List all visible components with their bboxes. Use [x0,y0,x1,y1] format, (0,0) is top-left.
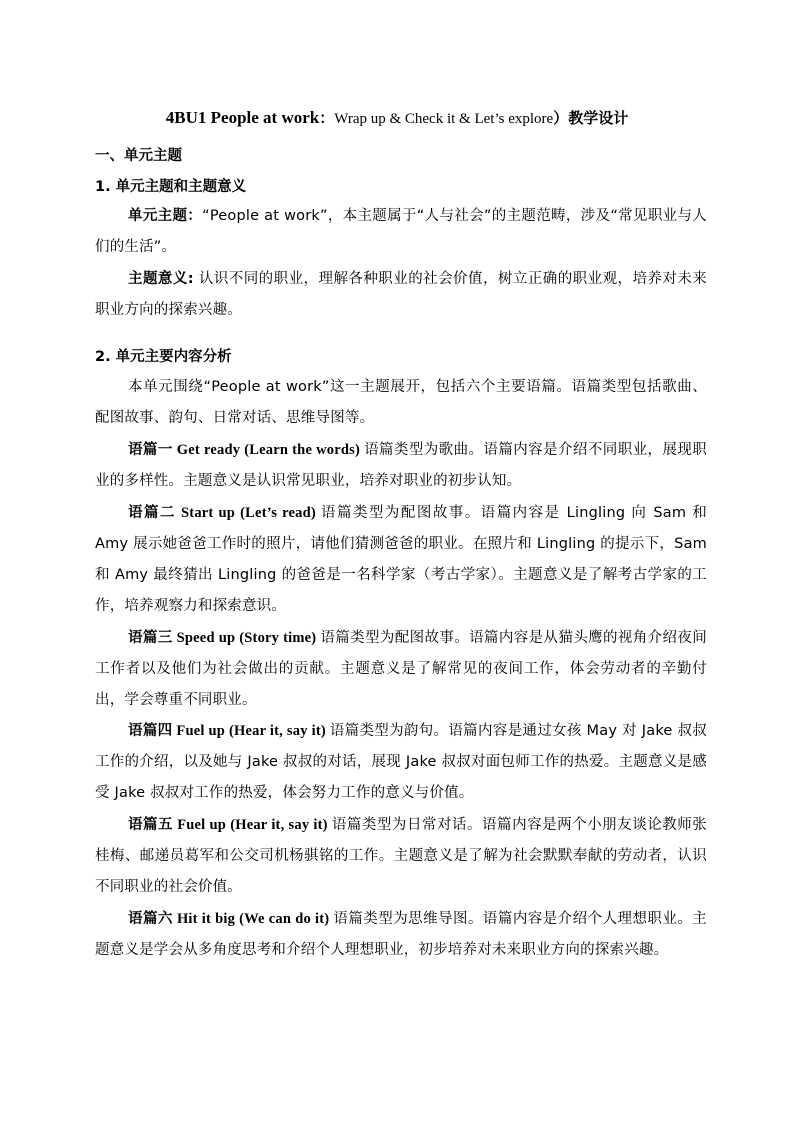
passage-title-en: Get ready (Learn the words) [172,442,365,458]
intro-paragraph: 本单元围绕“People at work”这一主题展开，包括六个主要语篇。语篇类型包括歌曲、配图故事、韵句、日常对话、思维导图等。 [95,379,707,426]
theme-text: “People at work”，本主题属于“人与社会”的主题范畴，涉及“常见职业与人们的生活”。 [95,208,708,255]
subsection-heading-content: 2. 单元主要内容分析 [95,349,232,365]
passage-paragraph-2 [95,498,707,622]
title-close: ） [553,109,569,127]
passage-label: 语篇二 [128,505,176,521]
meaning-paragraph [95,264,707,326]
meaning-label: 主题意义: [128,271,194,287]
passage-title-en: Start up (Let’s read) [175,505,321,521]
theme-paragraph [95,201,707,263]
passage-text: 语篇类型为韵句。语篇内容是通过女孩 May 对 Jake 叔叔工作的介绍，以及她与 Jake 叔叔的对话，展现 Jake 叔叔对面包师工作的热爱。主题意义是感受 Jake 叔叔对工作的热爱，体会努力工作的意义与价值。 [95,723,707,801]
passage-paragraph-3 [95,623,707,716]
section-heading: 一、单元主题 [95,148,182,164]
passage-paragraph-6 [95,904,707,966]
passage-title-en: Speed up (Story time) [172,630,321,646]
passage-text: 语篇类型为思维导图。语篇内容是介绍个人理想职业。主题意义是学会从多角度思考和介绍个人理想职业，初步培养对未来职业方向的探索兴趣。 [95,911,708,958]
passage-label: 语篇六 [128,911,173,927]
passage-label: 语篇五 [128,817,174,833]
passage-text: 语篇类型为配图故事。语篇内容是从猫头鹰的视角介绍夜间工作者以及他们为社会做出的贡献。主题意义是了解常见的夜间工作，体会劳动者的辛勤付出，学会尊重不同职业。 [95,630,707,708]
title-code: 4BU1 People at work [165,108,320,127]
theme-label: 单元主题： [128,208,203,224]
passage-text: 语篇类型为歌曲。语篇内容是介绍不同职业，展现职业的多样性。主题意义是认识常见职业，培养对职业的初步认知。 [95,442,707,489]
passage-label: 语篇四 [128,723,173,739]
passage-title-en: Fuel up (Hear it, say it) [172,723,330,739]
passage-paragraph-4 [95,716,707,809]
passage-title-en: Fuel up (Hear it, say it) [173,817,332,833]
title-separator: ： [319,109,335,127]
passage-label: 语篇一 [128,442,173,458]
passage-paragraph-1 [95,435,707,497]
document-title [0,107,794,130]
subsection-heading-theme: 1. 单元主题和主题意义 [95,179,247,195]
title-subtitle: Wrap up & Check it & Let’s explore [334,111,554,127]
passage-text: 语篇类型为配图故事。语篇内容是 Lingling 向 Sam 和 Amy 展示她爸爸工作时的照片，请他们猜测爸爸的职业。在照片和 Lingling 的提示下，Sam 和 Amy 最终猜出 Lingling 的爸爸是一名科学家（考古学家）。主题意义是了解考古学家的工作，培养观察力和探索意识。 [95,505,707,614]
passage-paragraph-5 [95,810,707,903]
passage-text: 语篇类型为日常对话。语篇内容是两个小朋友谈论教师张桂梅、邮递员葛军和公交司机杨骐铭的工作。主题意义是了解为社会默默奉献的劳动者，认识不同职业的社会价值。 [95,817,707,895]
meaning-text: 认识不同的职业，理解各种职业的社会价值，树立正确的职业观，培养对未来职业方向的探索兴趣。 [95,271,707,318]
passage-title-en: Hit it big (We can do it) [172,911,334,927]
title-suffix: 教学设计 [568,109,629,127]
passage-label: 语篇三 [128,630,173,646]
